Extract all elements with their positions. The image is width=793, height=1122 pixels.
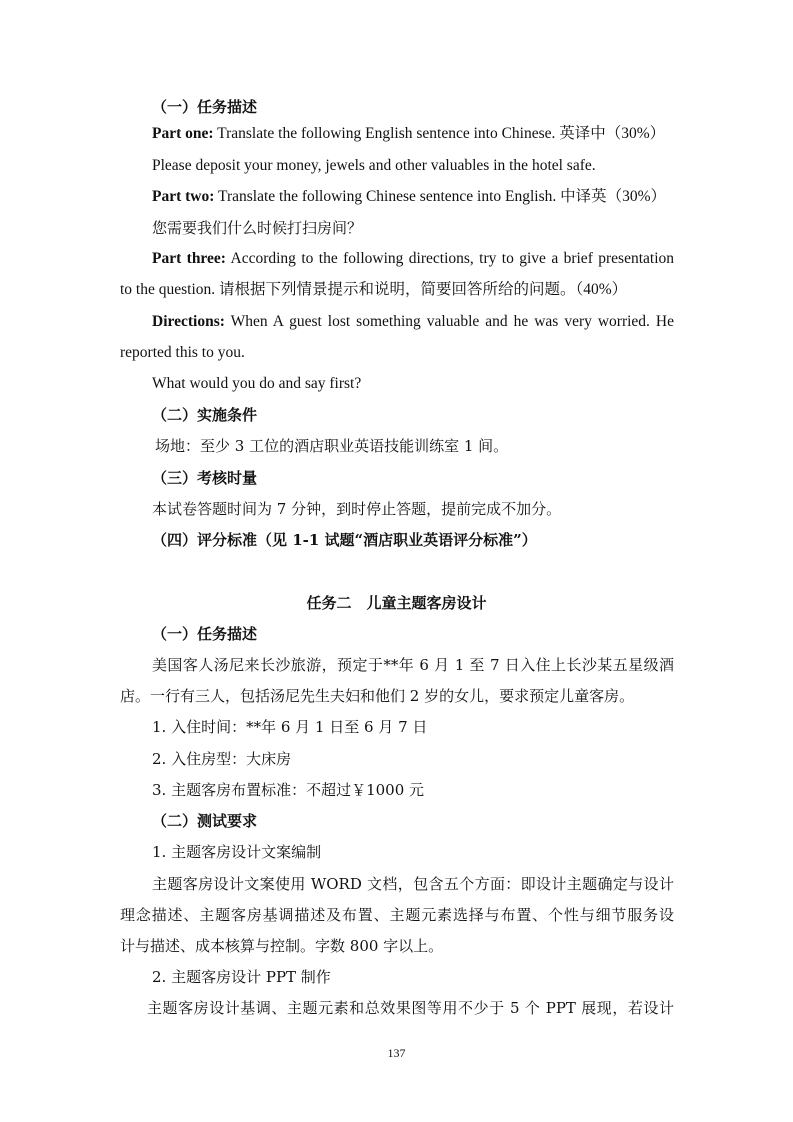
part-two-line	[152, 187, 666, 207]
part-one-line	[152, 124, 665, 144]
intro-line-2: 店。一行有三人，包括汤尼先生夫妇和他们 2 岁的女儿，要求预定儿童客房。	[120, 687, 635, 705]
req-item-1: 1. 主题客房设计文案编制	[152, 843, 322, 861]
heading-time: （三）考核时量	[152, 469, 258, 487]
list-item-checkin: 1. 入住时间：**年 6 月 1 日至 6 月 7 日	[152, 718, 428, 736]
part-two-label: Part two:	[152, 188, 215, 205]
req-1-desc-line-3: 计与描述、成本核算与控制。字数 800 字以上。	[120, 937, 444, 955]
heading-task-description-1: （一）任务描述	[152, 98, 258, 116]
question-line: What would you do and say first?	[152, 375, 362, 392]
part-three-line-2: to the question. 请根据下列情景提示和说明，简要回答所给的问题。（40%）	[120, 281, 628, 298]
list-item-room-type: 2. 入住房型：大床房	[152, 750, 292, 768]
req-2-desc-line-1: 主题客房设计基调、主题元素和总效果图等用不少于 5 个 PPT 展现，若设计	[147, 999, 674, 1017]
intro-line-1: 美国客人汤尼来长沙旅游，预定于**年 6 月 1 至 7 日入住上长沙某五星级酒	[152, 656, 674, 674]
req-1-desc-line-2: 理念描述、主题客房基调描述及布置、主题元素选择与布置、个性与细节服务设	[120, 906, 674, 924]
list-item-budget: 3. 主题客房布置标准：不超过￥1000 元	[152, 781, 425, 799]
part-two-text: Translate the following Chinese sentence into English. 中译英（30%）	[218, 188, 667, 205]
req-1-desc-line-1: 主题客房设计文案使用 WORD 文档，包含五个方面：即设计主题确定与设计	[152, 875, 674, 893]
heading-criteria: （四）评分标准（见 1-1 试题“酒店职业英语评分标准”）	[152, 531, 537, 549]
task-two-title: 任务二 儿童主题客房设计	[306, 594, 487, 612]
venue-line: 场地：至少 3 工位的酒店职业英语技能训练室 1 间。	[155, 437, 509, 455]
time-line: 本试卷答题时间为 7 分钟，到时停止答题，提前完成不加分。	[152, 500, 562, 518]
part-one-sentence: Please deposit your money, jewels and other valuables in the hotel safe.	[152, 157, 596, 174]
part-one-text: Translate the following English sentence into Chinese. 英译中（30%）	[217, 125, 666, 142]
heading-requirements: （二）测试要求	[152, 812, 258, 830]
heading-conditions: （二）实施条件	[152, 406, 258, 424]
heading-task-description-2: （一）任务描述	[152, 625, 258, 643]
part-three-line-1	[152, 249, 674, 269]
directions-line-1	[152, 312, 674, 332]
part-three-label: Part three:	[152, 250, 226, 267]
part-one-label: Part one:	[152, 125, 214, 142]
page-number: 137	[387, 1046, 406, 1060]
req-item-2: 2. 主题客房设计 PPT 制作	[152, 968, 331, 986]
directions-line-2: reported this to you.	[120, 344, 245, 361]
part-three-text-1: According to the following directions, try to give a brief presentation	[230, 250, 674, 267]
directions-label: Directions:	[152, 313, 225, 330]
directions-text-1: When A guest lost something valuable and he was very worried. He	[230, 313, 674, 330]
part-two-sentence: 您需要我们什么时候打扫房间？	[152, 219, 363, 237]
